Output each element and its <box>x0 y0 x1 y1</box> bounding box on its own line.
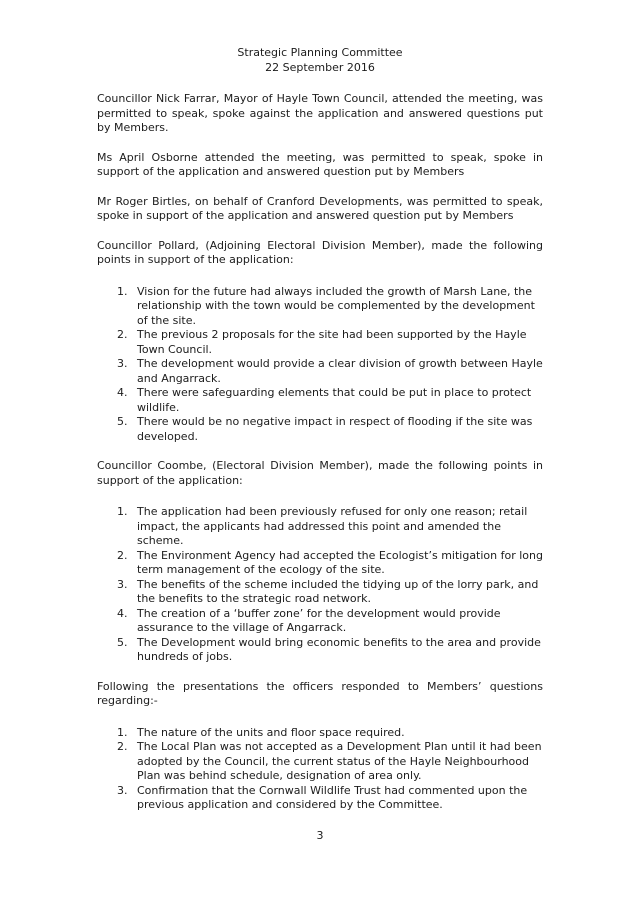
list-item <box>97 386 543 415</box>
coombe-points-list <box>97 505 543 665</box>
list-item-text: The Environment Agency had accepted the Ecologist’s mitigation for long term management of the ecology of the site. <box>137 548 543 576</box>
list-item-text: The Development would bring economic benefits to the area and provide hundreds of jobs. <box>137 635 541 663</box>
list-item <box>97 578 543 607</box>
list-item-number: 2. <box>117 548 128 562</box>
list-item-number: 4. <box>117 606 128 620</box>
list-item <box>97 285 543 329</box>
committee-title: Strategic Planning Committee <box>237 46 403 59</box>
list-item <box>97 549 543 578</box>
list-item <box>97 607 543 636</box>
list-item-number: 2. <box>117 328 128 341</box>
list-item <box>97 636 543 665</box>
paragraph-coombe: Councillor Coombe, (Electoral Division Member), made the following points in support of the application: <box>97 459 543 487</box>
list-item-number: 3. <box>117 357 128 370</box>
list-item-text: There would be no negative impact in respect of flooding if the site was developed. <box>137 415 533 443</box>
list-item <box>97 726 543 741</box>
list-item-number: 2. <box>117 740 128 753</box>
list-item <box>97 328 543 357</box>
list-item-text: Confirmation that the Cornwall Wildlife Trust had commented upon the previous application and considered by the Committee. <box>137 783 528 811</box>
list-item-number: 1. <box>117 284 128 298</box>
list-item-number: 5. <box>117 415 128 428</box>
page-footer <box>97 829 543 844</box>
page-number: 3 <box>316 828 324 842</box>
meeting-date: 22 September 2016 <box>265 60 375 74</box>
list-item-text: The development would provide a clear division of growth between Hayle and Angarrack. <box>137 357 543 385</box>
list-item-number: 1. <box>117 505 128 518</box>
list-item-number: 4. <box>117 386 128 399</box>
paragraph-osborne: Ms April Osborne attended the meeting, was permitted to speak, spoke in support of the application and answered question put by Members <box>97 150 543 178</box>
list-item-text: The previous 2 proposals for the site had been supported by the Hayle Town Council. <box>137 328 527 356</box>
paragraph-pollard: Councillor Pollard, (Adjoining Electoral Division Member), made the following points in support of the application: <box>97 238 543 266</box>
list-item-text: The nature of the units and floor space required. <box>137 725 405 739</box>
list-item-text: Vision for the future had always included the growth of Marsh Lane, the relationship with the town would be complemented by the development of the site. <box>137 284 535 327</box>
list-item-text: The application had been previously refused for only one reason; retail impact, the applicants had addressed this point and amended the scheme. <box>137 505 528 547</box>
list-item-text: The benefits of the scheme included the tidying up of the lorry park, and the benefits to the strategic road network. <box>137 577 539 605</box>
list-item <box>97 740 543 784</box>
list-item-text: There were safeguarding elements that could be put in place to protect wildlife. <box>137 386 532 414</box>
officer-responses-list <box>97 726 543 813</box>
paragraph-farrar: Councillor Nick Farrar, Mayor of Hayle Town Council, attended the meeting, was permitted to speak, spoke against the application and answered questions put by Members. <box>97 92 543 134</box>
paragraph-birtles: Mr Roger Birtles, on behalf of Cranford Developments, was permitted to speak, spoke in support of the application and answered question put by Members <box>97 194 543 222</box>
list-item <box>97 784 543 813</box>
list-item-number: 3. <box>117 783 128 797</box>
list-item-number: 5. <box>117 635 128 649</box>
paragraph-officer-responses: Following the presentations the officers responded to Members’ questions regarding:- <box>97 679 543 707</box>
pollard-points-list <box>97 285 543 445</box>
document-header <box>97 46 543 75</box>
list-item <box>97 357 543 386</box>
list-item-number: 3. <box>117 577 128 591</box>
list-item-text: The creation of a ‘buffer zone’ for the development would provide assurance to the village of Angarrack. <box>137 606 501 634</box>
list-item-number: 1. <box>117 725 128 739</box>
list-item <box>97 415 543 444</box>
list-item <box>97 505 543 549</box>
list-item-text: The Local Plan was not accepted as a Development Plan until it had been adopted by the Council, the current status of the Hayle Neighbourhood Plan was behind schedule, designation of area only. <box>137 740 542 782</box>
